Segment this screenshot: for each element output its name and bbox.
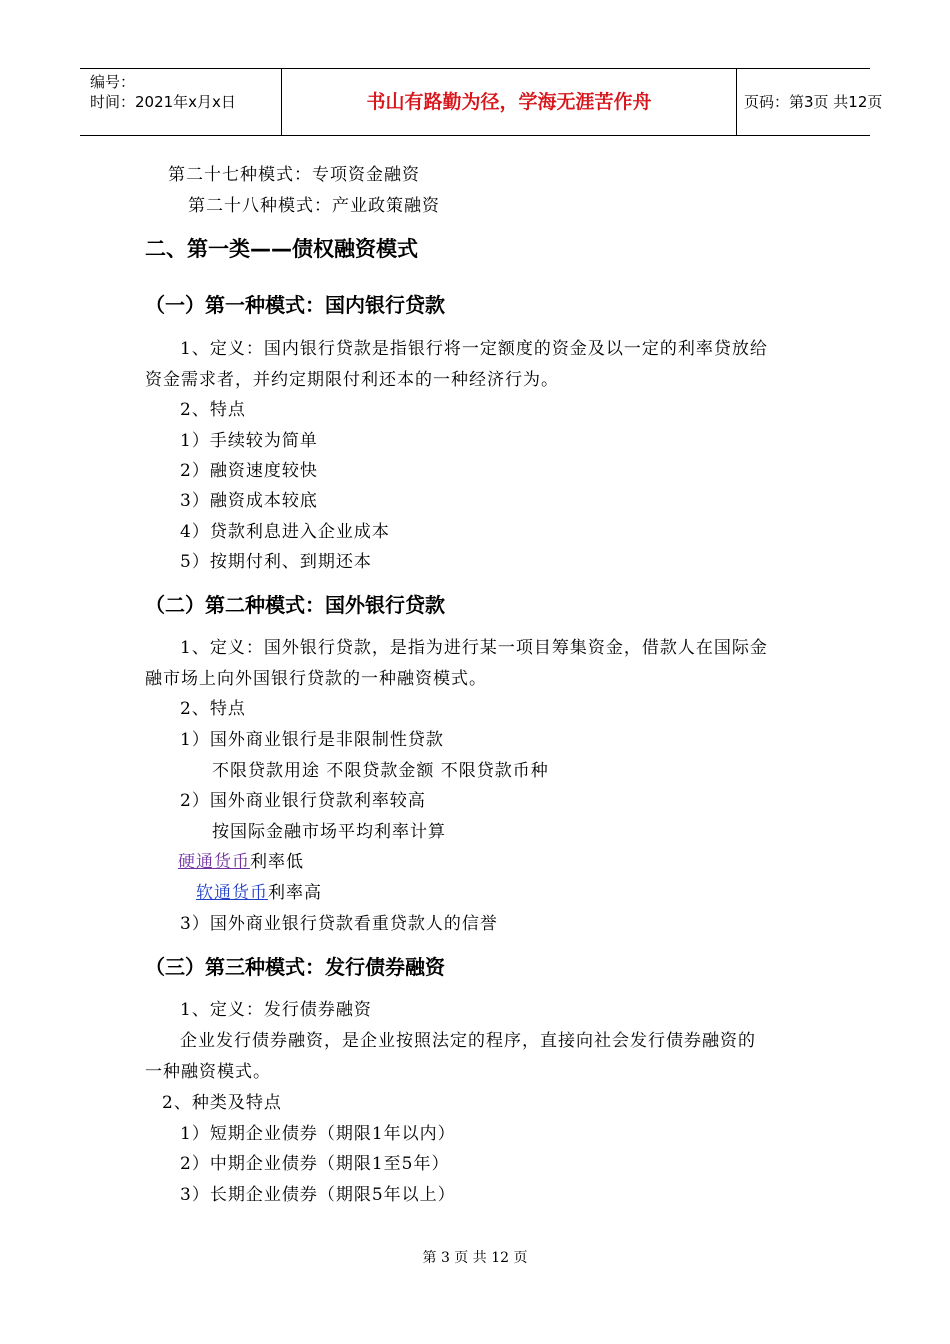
list-item: 2）融资速度较快 xyxy=(180,461,318,481)
list-subitem: 不限贷款用途 不限贷款金额 不限贷款币种 xyxy=(212,761,549,781)
hard-currency-line xyxy=(178,847,304,872)
list-heading: 2、种类及特点 xyxy=(162,1093,282,1113)
subsection-title-bond-issuance: （三）第三种模式：发行债券融资 xyxy=(145,955,445,979)
subsection-title-foreign-loan: （二）第二种模式：国外银行贷款 xyxy=(145,593,445,617)
section-heading-debt: 二、第一类——债权融资模式 xyxy=(145,237,418,261)
list-item: 4）贷款利息进入企业成本 xyxy=(180,522,390,542)
list-item: 1）手续较为简单 xyxy=(180,431,318,451)
list-heading: 2、特点 xyxy=(180,699,246,719)
list-item: 3）国外商业银行贷款看重贷款人的信誉 xyxy=(180,914,498,934)
header-page-info: 页码：第3页 共12页 xyxy=(744,93,883,111)
list-item: 1）国外商业银行是非限制性贷款 xyxy=(180,730,444,750)
page-footer: 第 3 页 共 12 页 xyxy=(422,1250,528,1266)
header-meta xyxy=(80,69,282,135)
list-item: 3）长期企业债券（期限5年以上） xyxy=(180,1185,456,1205)
soft-currency-line xyxy=(196,878,322,903)
paragraph-line: 1、定义：国内银行贷款是指银行将一定额度的资金及以一定的利率贷放给 xyxy=(180,339,768,359)
list-item: 1）短期企业债券（期限1年以内） xyxy=(180,1124,456,1144)
paragraph-line: 融市场上向外国银行贷款的一种融资模式。 xyxy=(145,669,487,689)
list-item: 2）国外商业银行贷款利率较高 xyxy=(180,791,426,811)
list-subitem: 按国际金融市场平均利率计算 xyxy=(212,822,446,842)
soft-currency-rest: 利率高 xyxy=(268,883,322,903)
mode-28-line: 第二十八种模式：产业政策融资 xyxy=(188,196,440,216)
paragraph-line: 1、定义：发行债券融资 xyxy=(180,1000,372,1020)
hard-currency-rest: 利率低 xyxy=(250,852,304,872)
list-item: 2）中期企业债券（期限1至5年） xyxy=(180,1154,450,1174)
list-item: 3）融资成本较底 xyxy=(180,491,318,511)
date-label: 时间：2021年x月x日 xyxy=(90,93,236,111)
paragraph-line: 企业发行债券融资，是企业按照法定的程序，直接向社会发行债券融资的 xyxy=(180,1031,756,1051)
paragraph-line: 资金需求者，并约定期限付利还本的一种经济行为。 xyxy=(145,370,559,390)
paragraph-line: 一种融资模式。 xyxy=(145,1062,271,1082)
mode-27-line: 第二十七种模式：专项资金融资 xyxy=(168,165,420,185)
paragraph-line: 1、定义：国外银行贷款，是指为进行某一项目筹集资金，借款人在国际金 xyxy=(180,638,768,658)
list-heading: 2、特点 xyxy=(180,400,246,420)
hard-currency-link[interactable]: 硬通货币 xyxy=(178,852,250,872)
list-item: 5）按期付利、到期还本 xyxy=(180,552,372,572)
subsection-title-domestic-loan: （一）第一种模式：国内银行贷款 xyxy=(145,293,445,317)
soft-currency-link[interactable]: 软通货币 xyxy=(196,883,268,903)
number-label: 编号： xyxy=(90,73,136,91)
header-motto: 书山有路勤为径，学海无涯苦作舟 xyxy=(282,69,737,135)
page-header xyxy=(80,68,883,136)
